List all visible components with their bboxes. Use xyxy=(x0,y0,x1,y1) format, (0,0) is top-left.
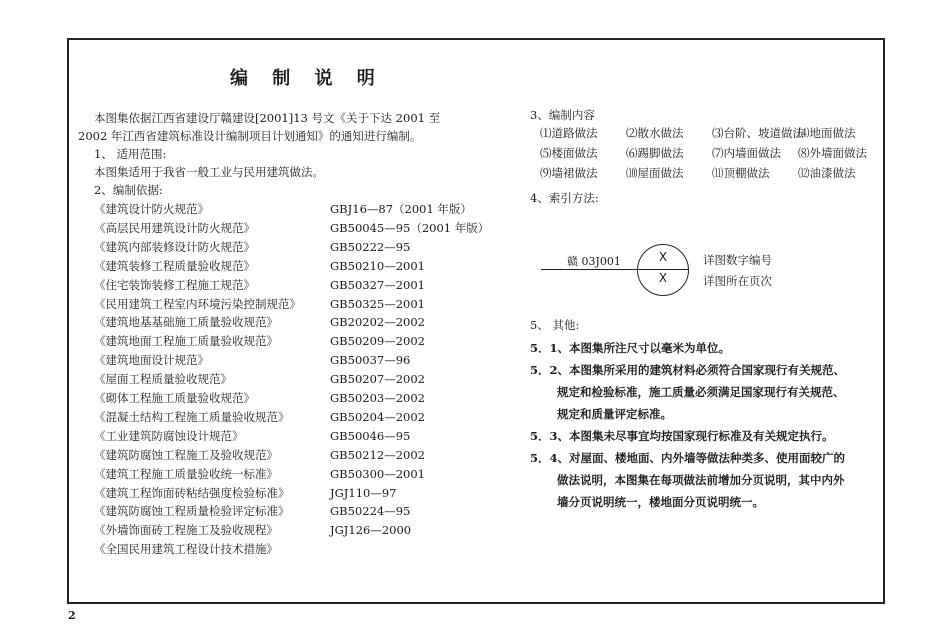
standard-code: GB50046—95 xyxy=(330,428,411,443)
standard-code: GBJ16—87（2001 年版） xyxy=(330,202,472,216)
standard-row xyxy=(94,371,425,387)
standard-name: 《建筑装修工程质量验收规范》 xyxy=(94,258,255,273)
content-item: ⑹踢脚做法 xyxy=(626,146,684,160)
note-5-4-line2: 做法说明，本图集在每项做法前增加分页说明，其中内外 xyxy=(557,473,845,487)
standard-code: JGJ126—2000 xyxy=(330,523,412,538)
standard-name: 《砌体工程施工质量验收规范》 xyxy=(94,391,255,405)
section1-heading: 1、 适用范围: xyxy=(94,147,167,161)
standard-code: GB50210—2001 xyxy=(330,258,425,273)
standard-name: 《建筑内部装修设计防火规范》 xyxy=(94,239,255,254)
standard-code: GB20202—2002 xyxy=(330,315,425,330)
standard-code: GB50212—2002 xyxy=(330,447,425,462)
content-items-row xyxy=(540,143,885,163)
section4-heading: 4、索引方法: xyxy=(530,191,599,205)
standard-row xyxy=(94,522,412,538)
standard-name: 《混凝土结构工程施工质量验收规范》 xyxy=(94,409,290,424)
standard-name: 《建筑工程施工质量验收统一标准》 xyxy=(94,466,278,481)
note-5-2-line2: 规定和检验标准，施工质量必须满足国家现行有关规范、 xyxy=(557,385,845,399)
section5-heading: 5、 其他: xyxy=(530,318,580,332)
content-items-row xyxy=(540,123,885,143)
standard-row xyxy=(94,352,411,368)
standard-code: GB50222—95 xyxy=(330,239,411,254)
standard-name: 《全国民用建筑工程设计技术措施》 xyxy=(94,542,278,557)
standard-row xyxy=(94,409,425,425)
circle-top-text: X xyxy=(658,250,668,264)
page-title: 编 制 说 明 xyxy=(230,68,384,89)
standard-name: 《民用建筑工程室内环境污染控制规范》 xyxy=(94,296,301,311)
standard-row xyxy=(94,333,425,349)
standard-code: GB50203—2002 xyxy=(330,391,425,405)
standard-row xyxy=(94,447,425,463)
standard-row xyxy=(94,503,411,519)
standard-name: 《高层民用建筑设计防火规范》 xyxy=(94,220,255,235)
standard-code: GB50045—95（2001 年版） xyxy=(330,220,490,235)
section2-heading: 2、编制依据: xyxy=(94,183,163,197)
standard-name: 《建筑地基基础施工质量验收规范》 xyxy=(94,315,278,330)
standard-code: GB50037—96 xyxy=(330,353,411,368)
note-5-3: 5．3、本图集未尽事宜均按国家现行标准及有关规定执行。 xyxy=(530,429,834,443)
standard-code: GB50224—95 xyxy=(330,504,411,519)
content-item: ⑼墙裙做法 xyxy=(540,166,598,180)
standard-code: GB50300—2001 xyxy=(330,466,425,481)
standard-name: 《外墙饰面砖工程施工及验收规程》 xyxy=(94,523,278,538)
content-items-row xyxy=(540,163,885,183)
standard-row xyxy=(94,314,425,330)
standard-code: GB50209—2002 xyxy=(330,334,425,349)
standard-code: GB50327—2001 xyxy=(330,277,425,292)
standard-code: GB50204—2002 xyxy=(330,409,425,424)
content-item: ⑺内墙面做法 xyxy=(712,146,781,160)
section3-heading: 3、编制内容 xyxy=(530,108,595,122)
standard-row xyxy=(94,201,472,217)
standard-name: 《建筑设计防火规范》 xyxy=(94,202,209,216)
content-item: ⑴道路做法 xyxy=(540,126,598,140)
note-5-2-line1: 5．2、本图集所采用的建筑材料必须符合国家现行有关规范、 xyxy=(530,363,846,377)
circle-divider xyxy=(638,269,688,270)
section1-body: 本图集适用于我省一般工业与民用建筑做法。 xyxy=(94,165,324,179)
standard-name: 《建筑防腐蚀工程质量检验评定标准》 xyxy=(94,504,290,519)
standard-name: 《建筑地面设计规范》 xyxy=(94,353,209,368)
content-item: ⑾顶棚做法 xyxy=(712,166,770,180)
intro-line-1: 本图集依据江西省建设厅赣建设[2001]13 号文《关于下达 2001 至 xyxy=(94,111,441,125)
content-item: ⑻外墙面做法 xyxy=(798,146,867,160)
standard-row xyxy=(94,239,411,255)
content-item: ⑸楼面做法 xyxy=(540,146,598,160)
content-item: ⑿油漆做法 xyxy=(798,166,856,180)
standard-name: 《建筑地面工程施工质量验收规范》 xyxy=(94,334,278,349)
standard-code: JGJ110—97 xyxy=(330,485,397,500)
standard-name: 《建筑工程饰面砖粘结强度检验标准》 xyxy=(94,485,290,500)
page-number: 2 xyxy=(68,609,76,622)
standard-code: GB50325—2001 xyxy=(330,296,425,311)
index-symbol-line xyxy=(541,269,637,270)
standard-row xyxy=(94,485,397,501)
circle-bottom-text: X xyxy=(658,271,668,285)
standard-row xyxy=(94,258,425,274)
standard-name: 《屋面工程质量验收规范》 xyxy=(94,372,232,387)
content-item: ⑷地面做法 xyxy=(798,126,856,140)
content-items-grid xyxy=(540,123,885,183)
intro-line-2: 2002 年江西省建筑标准设计编制项目计划通知》的通知进行编制。 xyxy=(78,129,422,143)
index-symbol-label: 赣 03J001 xyxy=(567,255,621,268)
standard-row xyxy=(94,428,411,444)
standard-row xyxy=(94,390,425,406)
standard-name: 《建筑防腐蚀工程施工及验收规范》 xyxy=(94,447,278,462)
note-5-1: 5．1、本图集所注尺寸以毫米为单位。 xyxy=(530,341,731,355)
legend-top: 详图数字编号 xyxy=(703,253,772,267)
note-5-2-line3: 规定和质量评定标准。 xyxy=(557,407,672,421)
standard-code: GB50207—2002 xyxy=(330,372,425,387)
standard-name: 《住宅装饰装修工程施工规范》 xyxy=(94,277,255,292)
content-item: ⑶台阶、坡道做法 xyxy=(712,126,804,140)
note-5-4-line1: 5．4、对屋面、楼地面、内外墙等做法种类多、使用面较广的 xyxy=(530,451,846,465)
standard-row xyxy=(94,541,278,557)
standard-row xyxy=(94,220,490,236)
legend-bottom: 详图所在页次 xyxy=(703,274,772,288)
content-item: ⑽屋面做法 xyxy=(626,166,684,180)
index-circle xyxy=(637,244,689,296)
standard-row xyxy=(94,277,425,293)
standard-name: 《工业建筑防腐蚀设计规范》 xyxy=(94,428,244,443)
content-item: ⑵散水做法 xyxy=(626,126,684,140)
standard-row xyxy=(94,296,425,312)
standard-row xyxy=(94,466,425,482)
note-5-4-line3: 墙分页说明统一，楼地面分页说明统一。 xyxy=(557,495,764,509)
